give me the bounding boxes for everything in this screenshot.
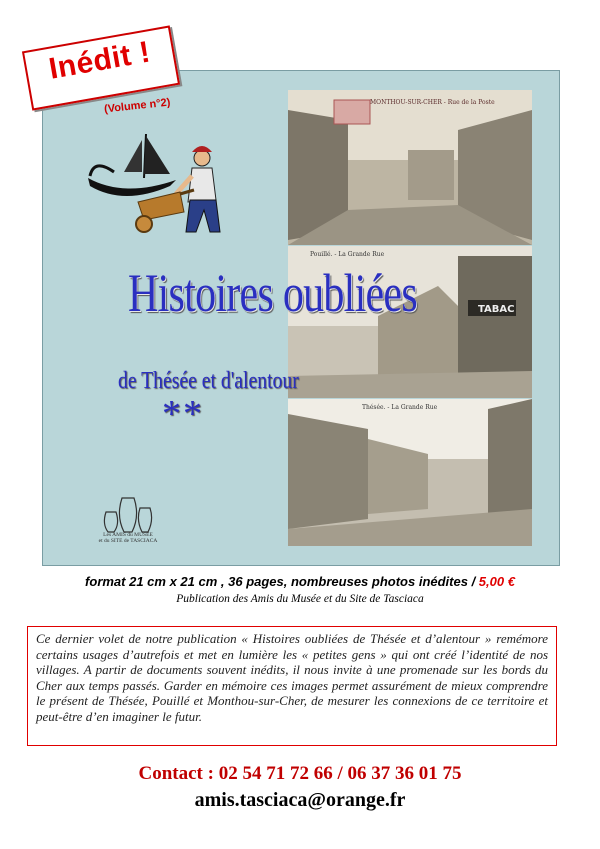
postcard-caption-3: Thésée. - La Grande Rue [362, 404, 438, 411]
boatman-illustration [84, 128, 234, 243]
description-text: Ce dernier volet de notre publication « Histoires oubliées de Thésée et d’alentour » remémore certains usages d’autrefois et met en lumière les « petites gens » qui ont créé l’identité de nos villages. A partir de documents souvent inédits, il nous invite à une promenade sur les bords du Cher aux temps passés. Garder en mémoire ces images permet assurément de mieux comprendre le présent de Thésée, Pouillé et Monthou-sur-Cher, de mesurer les connexions de ce territoire et peut-être d’en imaginer le futur. [36, 631, 548, 724]
contact-phones: Contact : 02 54 71 72 66 / 06 37 36 01 75 [138, 763, 462, 784]
badge-label: Inédit ! [46, 35, 153, 86]
contact-email[interactable]: amis.tasciaca@orange.fr [194, 789, 406, 811]
tabac-sign: TABAC [478, 304, 515, 315]
postcard-caption-1: MONTHOU-SUR-CHER - Rue de la Poste [370, 99, 495, 106]
postcard-photo-thesee [288, 399, 532, 546]
format-text: format 21 cm x 21 cm , 36 pages, nombreuses photos inédites / [85, 574, 479, 589]
volume-label: (Volume n°2) [103, 96, 171, 116]
format-line [0, 574, 600, 589]
description-box [27, 626, 557, 746]
postcard-caption-2: Pouillé. - La Grande Rue [310, 251, 385, 258]
postcard-photo-monthou [288, 90, 532, 245]
price: 5,00 € [478, 574, 515, 589]
logo-caption: Les AMIS du MUSÉE et du SITE de TASCIACA [98, 532, 158, 544]
volume-stars: ** [162, 393, 204, 435]
publisher-line: Publication des Amis du Musée et du Site de Tasciaca [176, 593, 424, 605]
cover-subtitle: de Thésée et d'alentour [118, 368, 299, 394]
cover-title: Histoires oubliées [128, 263, 417, 323]
